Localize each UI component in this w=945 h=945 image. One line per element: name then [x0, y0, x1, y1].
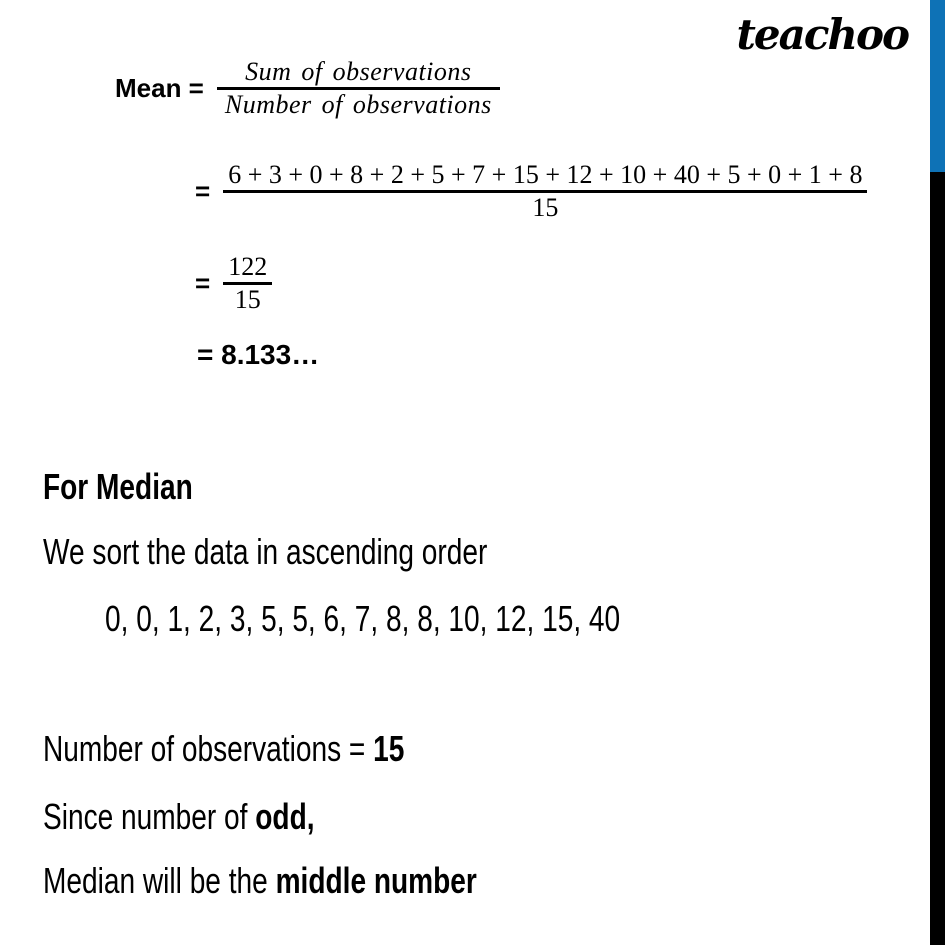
sort-instruction: We sort the data in ascending order	[43, 531, 488, 572]
observations-count-prefix: Number of observations =	[43, 728, 374, 769]
observations-count-line	[43, 728, 405, 769]
fraction-denominator: 15	[234, 285, 261, 314]
fraction-numerator: 122	[228, 252, 268, 281]
equals-sign: =	[195, 268, 211, 298]
mean-substitution-row	[195, 160, 867, 223]
mean-label: Mean =	[115, 73, 204, 103]
middle-number-prefix: Median will be the	[43, 860, 276, 901]
mean-definition-row	[115, 57, 500, 120]
middle-number-bold: middle number	[275, 860, 477, 901]
observations-count-value: 15	[373, 728, 405, 769]
equals-sign: =	[195, 176, 211, 206]
odd-statement-bold: odd,	[255, 796, 315, 837]
fraction-numerator: Sum of observations	[245, 57, 472, 86]
mean-substitution-fraction	[223, 160, 867, 223]
mean-result: = 8.133…	[197, 339, 320, 370]
median-heading: For Median	[43, 466, 193, 507]
teachoo-logo: teachoo	[736, 10, 908, 59]
fraction-denominator: Number of observations	[224, 90, 492, 119]
fraction-denominator: 15	[532, 193, 559, 222]
accent-bar-black	[930, 172, 945, 945]
fraction-numerator: 6 + 3 + 0 + 8 + 2 + 5 + 7 + 15 + 12 + 10 + 40 + 5 + 0 + 1 + 8	[228, 160, 863, 189]
odd-statement-prefix: Since number of	[43, 796, 256, 837]
accent-bar-blue	[930, 0, 945, 172]
mean-definition-fraction	[217, 57, 500, 120]
mean-simplified-row	[195, 252, 272, 315]
mean-simplified-fraction	[223, 252, 272, 315]
sorted-data-list: 0, 0, 1, 2, 3, 5, 5, 6, 7, 8, 8, 10, 12, 15, 40	[105, 598, 621, 639]
odd-statement-line	[43, 796, 315, 837]
middle-number-line	[43, 860, 477, 901]
